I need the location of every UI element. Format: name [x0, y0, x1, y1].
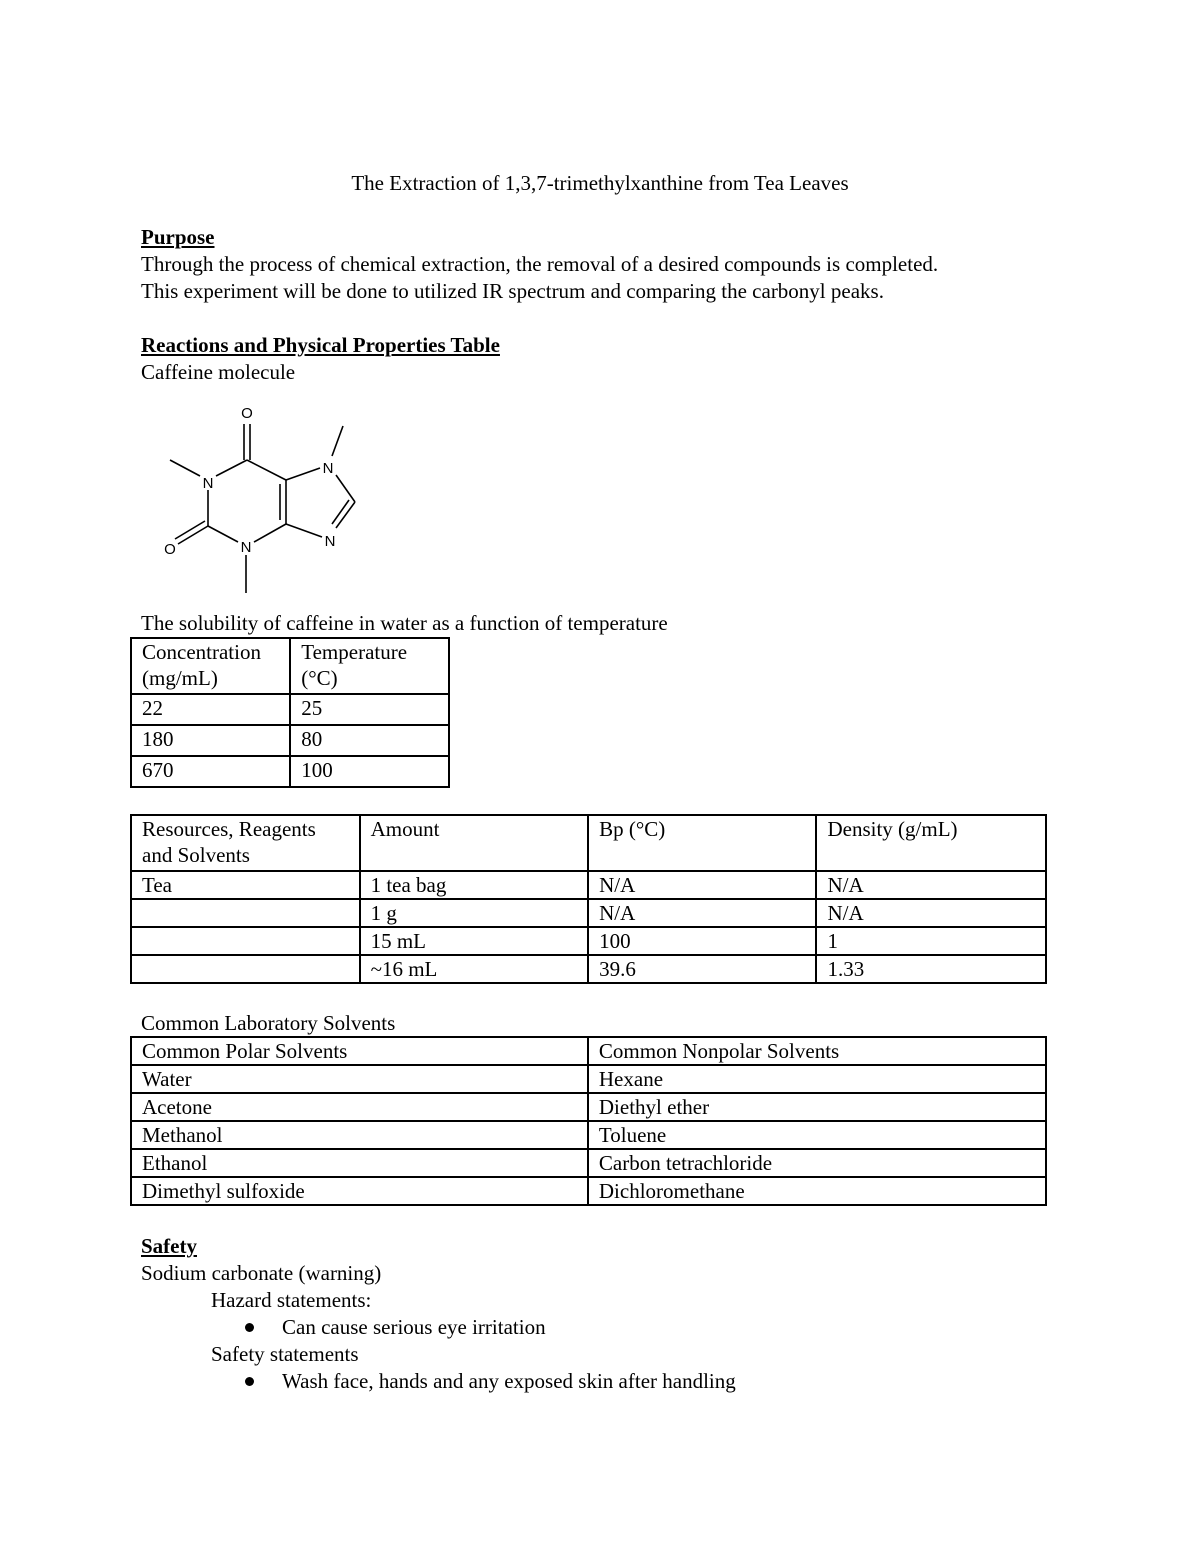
atom-o-left: O [164, 541, 176, 558]
atom-n9: N [324, 533, 336, 550]
document-title: The Extraction of 1,3,7-trimethylxanthine from Tea Leaves [351, 171, 849, 195]
safety-chemical: Sodium carbonate (warning) [141, 1261, 382, 1285]
table-header-cell: Resources, Reagents and Solvents [131, 815, 360, 871]
table-cell: Carbon tetrachloride [588, 1149, 1046, 1177]
table-cell: Diethyl ether [588, 1093, 1046, 1121]
safety-label: Safety statements [211, 1342, 359, 1366]
table-cell: Ethanol [131, 1149, 588, 1177]
molecule-caption: Caffeine molecule [141, 360, 296, 384]
table-cell: 15 mL [360, 927, 589, 955]
table-row [131, 725, 449, 756]
table-row [131, 756, 449, 787]
table-header-row [131, 1037, 1046, 1065]
solvents-table [130, 1036, 1047, 1206]
caffeine-structure [150, 400, 370, 600]
solvents-caption: Common Laboratory Solvents [141, 1011, 396, 1035]
table-cell: 25 [290, 694, 449, 725]
table-row [131, 1149, 1046, 1177]
table-cell: 1.33 [816, 955, 1046, 983]
hazard-item-text: Can cause serious eye irritation [282, 1315, 546, 1339]
table-header-cell: Concentration (mg/mL) [131, 638, 290, 694]
reactions-section [141, 332, 500, 386]
table-row [131, 1177, 1046, 1205]
table-cell: Dichloromethane [588, 1177, 1046, 1205]
bullet-icon [245, 1323, 254, 1332]
solubility-caption: The solubility of caffeine in water as a function of temperature [141, 611, 668, 635]
table-row [131, 955, 1046, 983]
table-row [131, 694, 449, 725]
table-row [131, 1065, 1046, 1093]
table-cell: 1 tea bag [360, 871, 589, 899]
atom-n7: N [322, 460, 334, 477]
purpose-line-2: This experiment will be done to utilized IR spectrum and comparing the carbonyl peaks. [141, 279, 884, 303]
table-cell: ~16 mL [360, 955, 589, 983]
table-cell: N/A [816, 871, 1046, 899]
table-cell: Acetone [131, 1093, 588, 1121]
purpose-heading: Purpose [141, 225, 215, 249]
table-row [131, 1121, 1046, 1149]
table-cell: Water [131, 1065, 588, 1093]
safety-section [141, 1233, 381, 1287]
table-cell: Dimethyl sulfoxide [131, 1177, 588, 1205]
table-cell: 100 [290, 756, 449, 787]
table-cell: Hexane [588, 1065, 1046, 1093]
table-header-cell: Common Polar Solvents [131, 1037, 588, 1065]
table-header-cell: Temperature (°C) [290, 638, 449, 694]
bullet-icon [245, 1377, 254, 1386]
table-header-row [131, 638, 449, 694]
table-cell: 80 [290, 725, 449, 756]
atom-n1: N [202, 475, 214, 492]
table-cell [131, 927, 360, 955]
table-cell: 1 g [360, 899, 589, 927]
table-cell: 1 [816, 927, 1046, 955]
table-cell: 39.6 [588, 955, 816, 983]
atom-n3: N [240, 539, 252, 556]
table-cell: N/A [816, 899, 1046, 927]
table-cell: 180 [131, 725, 290, 756]
table-cell: N/A [588, 899, 816, 927]
table-cell [131, 955, 360, 983]
table-cell [131, 899, 360, 927]
safety-item-text: Wash face, hands and any exposed skin after handling [282, 1369, 736, 1393]
table-cell: Methanol [131, 1121, 588, 1149]
table-row [131, 871, 1046, 899]
solubility-table [130, 637, 450, 788]
atom-o-top: O [241, 405, 253, 422]
reactions-heading: Reactions and Physical Properties Table [141, 333, 500, 357]
table-header-cell: Bp (°C) [588, 815, 816, 871]
purpose-line-1: Through the process of chemical extraction, the removal of a desired compounds is completed. [141, 252, 939, 276]
purpose-section [141, 224, 938, 305]
safety-heading: Safety [141, 1234, 197, 1258]
table-header-cell: Density (g/mL) [816, 815, 1046, 871]
table-cell: N/A [588, 871, 816, 899]
table-header-cell: Amount [360, 815, 589, 871]
table-cell: Toluene [588, 1121, 1046, 1149]
table-cell: 670 [131, 756, 290, 787]
table-cell: Tea [131, 871, 360, 899]
table-header-cell: Common Nonpolar Solvents [588, 1037, 1046, 1065]
table-row [131, 899, 1046, 927]
table-header-row [131, 815, 1046, 871]
table-row [131, 1093, 1046, 1121]
reagents-table [130, 814, 1047, 984]
table-row [131, 927, 1046, 955]
table-cell: 100 [588, 927, 816, 955]
hazard-label: Hazard statements: [211, 1288, 372, 1312]
table-cell: 22 [131, 694, 290, 725]
